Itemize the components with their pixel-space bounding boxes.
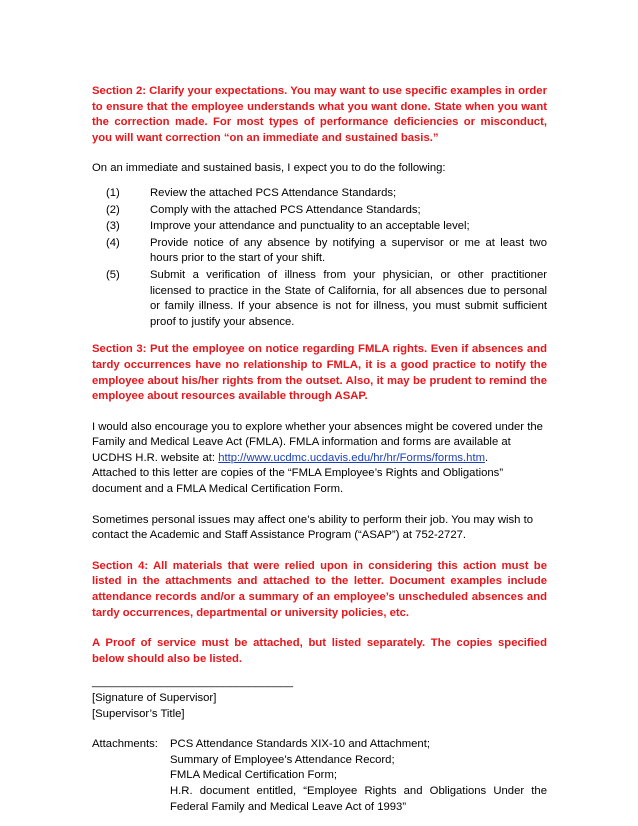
asap-paragraph: Sometimes personal issues may affect one’s ability to perform their job. You may wish to contact the Academic and Staff Assistance Program (“ASAP”) at 752-2727.: [92, 513, 534, 542]
list-item-number: (4): [106, 236, 120, 249]
section-2-instructions: Section 2: Clarify your expectations. You may want to use specific examples in order to ensure that the employee understands what you want done. State when you want the correction made. For most types of performance deficiencies or misconduct, you will want correction “on an immediate and sustained basis.”: [92, 85, 547, 144]
fmla-paragraph: [92, 420, 547, 498]
list-item: [92, 186, 547, 202]
signature-block: [92, 675, 547, 722]
list-item: [92, 268, 547, 330]
proof-of-service-note: A Proof of service must be attached, but listed separately. The copies specified below should also be listed.: [92, 637, 547, 665]
list-item-number: (2): [106, 203, 120, 216]
list-item: [92, 219, 547, 235]
attachments-block: [92, 737, 547, 815]
list-item-number: (1): [106, 186, 120, 199]
list-item-text: Comply with the attached PCS Attendance Standards;: [150, 203, 421, 216]
signature-line: ________________________________: [92, 676, 294, 689]
attachments-label: Attachments:: [92, 738, 158, 751]
hr-forms-link[interactable]: http://www.ucdmc.ucdavis.edu/hr/hr/Forms/forms.htm: [218, 451, 485, 464]
signature-placeholder: [Signature of Supervisor]: [92, 692, 217, 704]
fmla-text: I would also encourage you to explore whether your absences might be covered under the Family and Medical Leave Act (FMLA). FMLA information and forms are available at UCDHS H.R. website at:: [92, 420, 543, 464]
list-item-number: (3): [106, 220, 120, 233]
list-item-text: Submit a verification of illness from your physician, or other practitioner licensed to practice in the State of California, for all absences due to personal or family illness. If your absence is not for illness, you must submit sufficient proof to justify your absence.: [150, 268, 547, 328]
attachment-item: PCS Attendance Standards XIX-10 and Attachment;: [170, 738, 430, 751]
expectations-intro: On an immediate and sustained basis, I expect you to do the following:: [92, 162, 446, 175]
expectations-list: [92, 186, 547, 330]
attachment-item: H.R. document entitled, “Employee Rights and Obligations Under the Federal Family and Medical Leave Act of 1993”: [170, 784, 547, 813]
section-4-instructions: Section 4: All materials that were relied upon in considering this action must be listed in the attachments and attached to the letter. Document examples include attendance records and/or a summary of an employee’s unscheduled absences and tardy occurrences, departmental or university policies, etc.: [92, 559, 547, 619]
section-3-instructions: Section 3: Put the employee on notice regarding FMLA rights. Even if absences and tardy occurrences have no relationship to FMLA, it is a good practice to notify the employee about his/her rights from the outset. Also, it may be prudent to remind the employee about resources available through ASAP.: [92, 343, 547, 403]
fmla-link-period: .: [485, 451, 489, 464]
attachment-item: Summary of Employee’s Attendance Record;: [170, 753, 395, 766]
list-item-text: Improve your attendance and punctuality to an acceptable level;: [150, 220, 470, 233]
supervisor-title-placeholder: [Supervisor’s Title]: [92, 707, 185, 720]
list-item: [92, 203, 547, 219]
letter-page: [92, 84, 547, 815]
attachment-item: FMLA Medical Certification Form;: [170, 769, 337, 782]
list-item: [92, 236, 547, 267]
list-item-text: Review the attached PCS Attendance Standards;: [150, 186, 397, 199]
list-item-number: (5): [106, 268, 120, 281]
fmla-attachments-text: Attached to this letter are copies of the “FMLA Employee’s Rights and Obligations” document and a FMLA Medical Certification Form.: [92, 467, 504, 496]
attachments-list: [170, 737, 547, 815]
list-item-text: Provide notice of any absence by notifying a supervisor or me at least two hours prior to the start of your shift.: [150, 236, 547, 265]
